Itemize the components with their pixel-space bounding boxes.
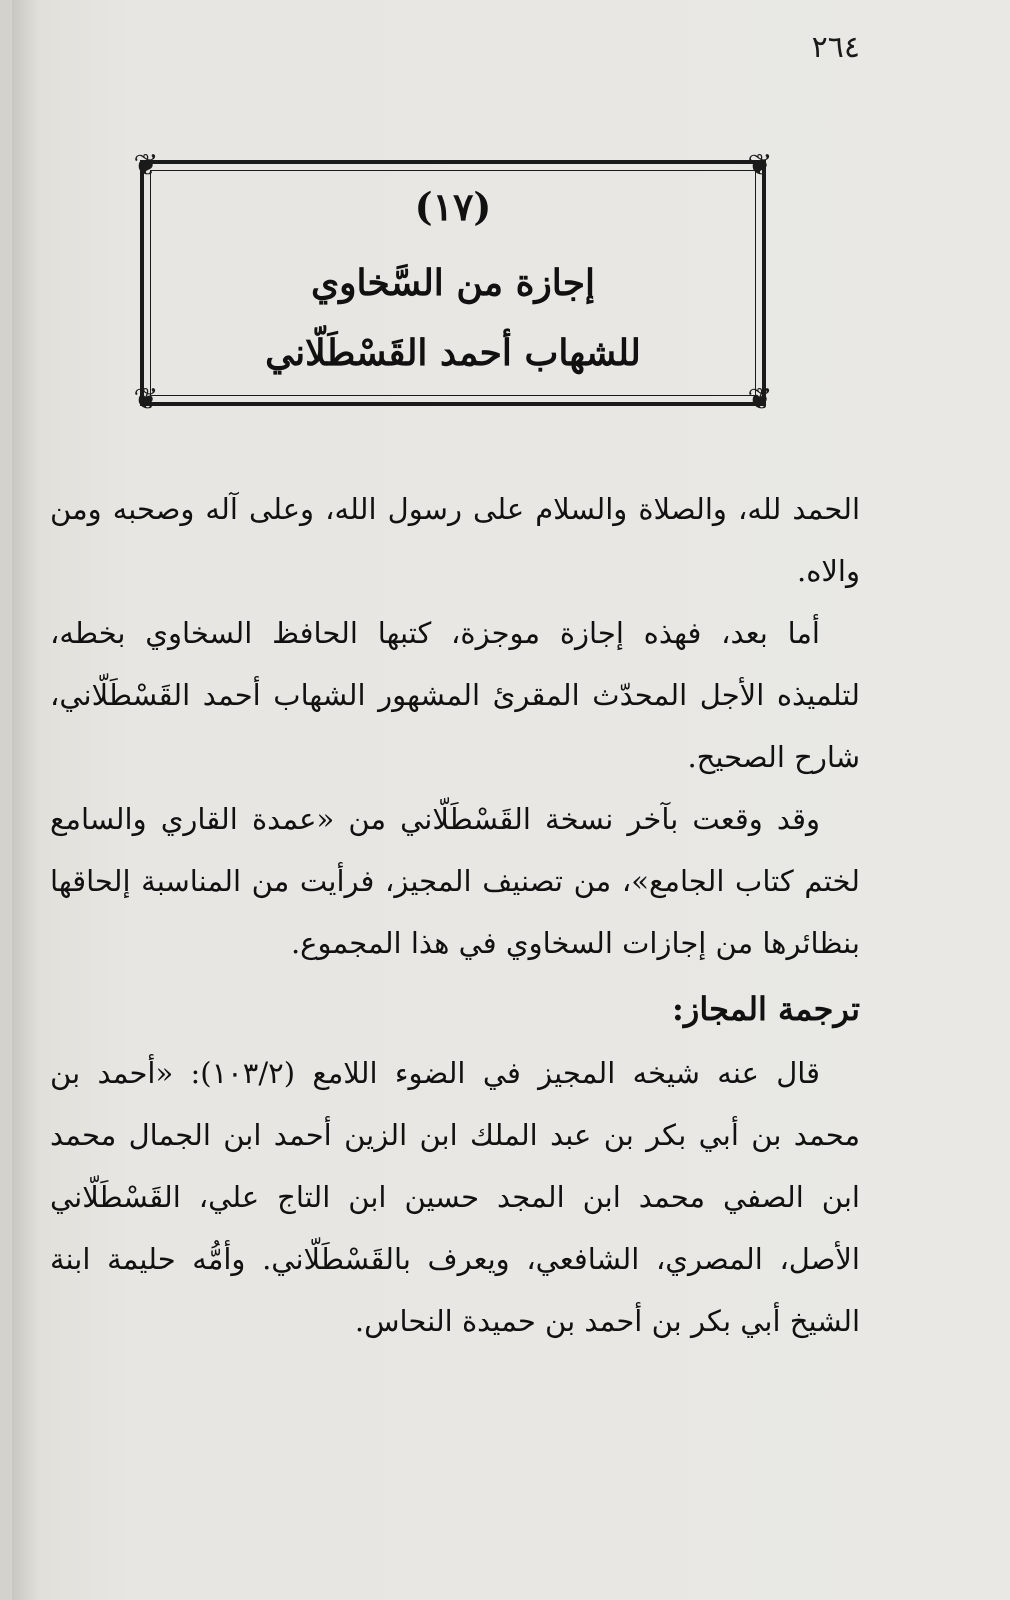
title-frame (133, 148, 773, 417)
corner-ornament-icon: ❦ (747, 382, 773, 417)
chapter-title-line-2: للشهاب أحمد القَسْطَلّاني (265, 332, 641, 374)
page-number: ٢٦٤ (811, 30, 860, 65)
paragraph-introduction: أما بعد، فهذه إجازة موجزة، كتبها الحافظ السخاوي بخطه، لتلميذه الأجل المحدّث المقرئ المشهور الشهاب أحمد القَسْطَلّاني، شارح الصحيح. (50, 616, 860, 774)
section-heading: ترجمة المجاز: (672, 990, 860, 1028)
corner-ornament-icon: ❦ (133, 148, 159, 183)
paragraph-source: وقد وقعت بآخر نسخة القَسْطَلّاني من «عمدة القاري والسامع لختم كتاب الجامع»، من تصنيف المجيز، فرأيت من المناسبة إلحاقها بنظائرها من إجازات السخاوي في هذا المجموع. (50, 802, 860, 960)
chapter-number: (١٧) (414, 184, 492, 229)
book-page (12, 0, 1010, 1600)
paragraph-praise: الحمد لله، والصلاة والسلام على رسول الله، وعلى آله وصحبه ومن والاه. (50, 492, 860, 588)
corner-ornament-icon: ❦ (133, 382, 159, 417)
chapter-title-line-1: إجازة من السَّخاوي (310, 262, 596, 304)
body-text (50, 478, 860, 1352)
paragraph-biography: قال عنه شيخه المجيز في الضوء اللامع (١٠٣/٢): «أحمد بن محمد بن أبي بكر بن عبد الملك ابن الزين أحمد ابن الجمال محمد ابن الصفي محمد ابن المجد حسين ابن التاج علي، القَسْطَلّاني الأصل، المصري، الشافعي، ويعرف بالقَسْطَلّاني. وأمُّه حليمة ابنة الشيخ أبي بكر بن أحمد بن حميدة النحاس. (50, 1056, 860, 1338)
corner-ornament-icon: ❦ (747, 148, 773, 183)
